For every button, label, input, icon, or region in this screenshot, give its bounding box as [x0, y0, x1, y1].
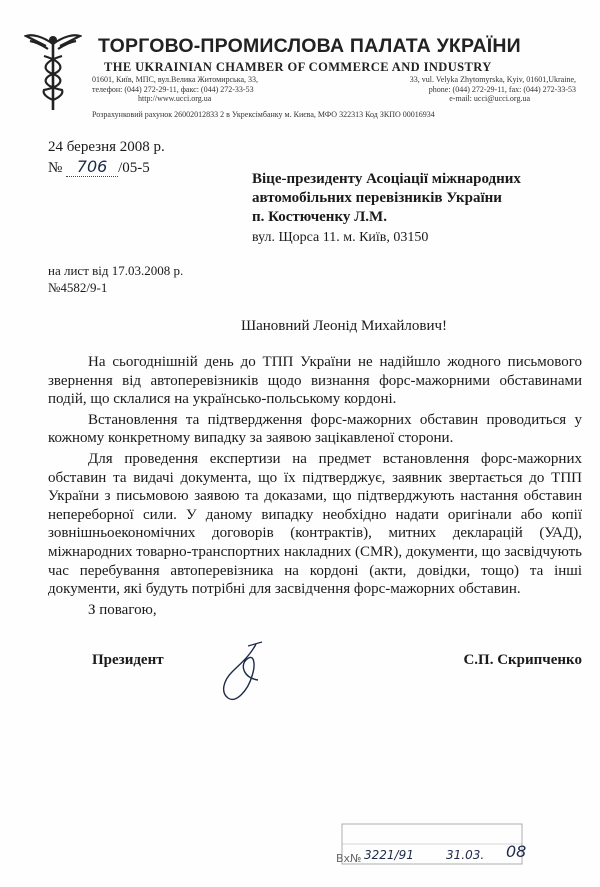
number-sign: №: [48, 160, 63, 176]
salutation: [0, 318, 600, 335]
address-en-line: phone: (044) 272-29-11, fax: (044) 272-33-53: [428, 84, 576, 94]
outgoing-number: [48, 157, 150, 177]
signer-name: С.П. Скрипченко: [463, 652, 582, 668]
reference: [48, 262, 183, 296]
incoming-stamp: [338, 810, 530, 872]
address-ua-line: телефон: (044) 272-29-11, факс: (044) 272-33-53: [92, 84, 254, 94]
signer-title: Президент: [92, 652, 164, 668]
recipient-line: автомобільних перевізників України: [252, 190, 502, 206]
body-paragraph: Для проведення експертизи на предмет встановлення форс-мажорних обставин та видачі документа, що їх підтверджує, заявник звертається до ТПП України з письмовою заявою та доказами, що підтверджують настання обставин непереборної сили. У даному випадку необхідно надати оригінали або копії зовнішньоекономічних договорів (контрактів), митних декларацій (УАД), міжнародних товарно-транспортних накладних (CMR), документи, що засвідчують час перебування автоперевізника на кордоні (акти, довідки, тощо) та інші документи, які будуть потрібні для засвідчення форс-мажорних обставин.: [48, 450, 582, 598]
bank-details: Розрахунковий рахунок 26002012833 2 в Укрексімбанку м. Києва, МФО 322313 Код ЗКПО 00016934: [92, 110, 435, 119]
handwritten-number: 706: [66, 157, 118, 177]
recipient-line: Віце-президенту Асоціації міжнародних: [252, 171, 521, 187]
closing: З повагою,: [88, 601, 157, 618]
letter-body: [48, 353, 582, 621]
recipient: [252, 170, 521, 227]
body-paragraph: На сьогоднішній день до ТПП України не надійшло жодного письмового звернення від автоперевізників щодо визнання форс-мажорними обставинами подій, що склалися на українсько-польському кордоні.: [48, 354, 582, 408]
address-ua: [92, 75, 258, 104]
mercury-caduceus-logo: [24, 30, 82, 112]
org-name-en: THE UKRAINIAN CHAMBER OF COMMERCE AND INDUSTRY: [104, 60, 492, 74]
address-ua-line: 01601, Київ, МПС, вул.Велика Житомирська, 33,: [92, 75, 259, 84]
reference-number: №4582/9-1: [48, 280, 108, 295]
handwritten-signature: [210, 638, 270, 708]
letter-date: 24 березня 2008 р.: [48, 139, 165, 155]
address-en-line: 33, vul. Velyka Zhytomyrska, Kyiv, 01601,Ukraine,: [409, 75, 576, 84]
reference-date: на лист від 17.03.2008 р.: [48, 263, 184, 278]
recipient-address: вул. Щорса 11. м. Київ, 03150: [252, 230, 429, 245]
stamp-prefix: Вх№: [336, 852, 362, 865]
address-en-line: e-mail: ucci@ucci.org.ua: [449, 94, 530, 104]
number-suffix: /05-5: [118, 160, 150, 176]
stamp-date: 31.03.: [446, 848, 485, 862]
org-name-ua: ТОРГОВО-ПРОМИСЛОВА ПАЛАТА УКРАЇНИ: [98, 35, 521, 57]
recipient-line: п. Костюченку Л.М.: [252, 209, 387, 225]
salutation-text: Шановний Леонід Михайлович!: [240, 318, 448, 334]
body-paragraph: Встановлення та підтвердження форс-мажорних обставин проводиться у кожному конкретному випадку за заявою зацікавленої сторони.: [48, 411, 582, 447]
stamp-year: 08: [506, 842, 527, 861]
address-en: [336, 75, 576, 104]
stamp-number: 3221/91: [364, 848, 414, 862]
address-ua-line: http://www.ucci.org.ua: [138, 94, 212, 104]
